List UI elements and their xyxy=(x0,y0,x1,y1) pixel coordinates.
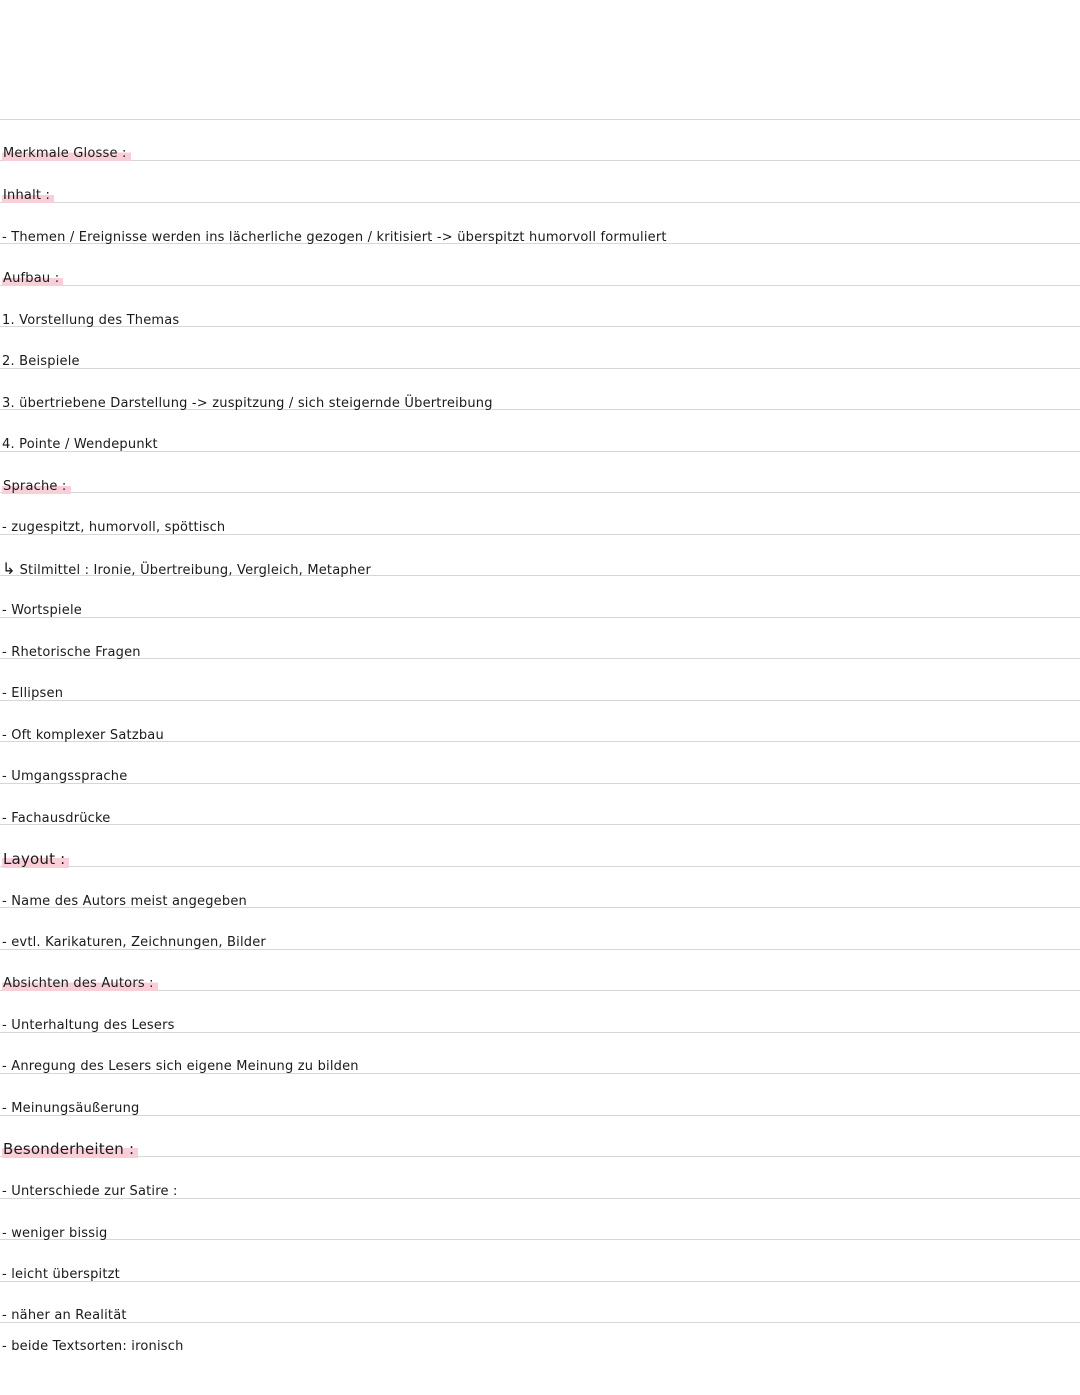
heading-sprache: Sprache : xyxy=(2,479,71,494)
note-line: - evtl. Karikaturen, Zeichnungen, Bilder xyxy=(2,935,266,950)
note-line: - Wortspiele xyxy=(2,603,82,618)
heading-line xyxy=(2,1140,138,1160)
note-line: - Name des Autors meist angegeben xyxy=(2,894,247,909)
note-line xyxy=(2,560,371,580)
note-line: - Themen / Ereignisse werden ins lächerliche gezogen / kritisiert -> überspitzt humorvoll formuliert xyxy=(2,230,667,245)
ruled-line xyxy=(0,285,1080,286)
ruled-line xyxy=(0,783,1080,784)
ruled-line xyxy=(0,617,1080,618)
heading-line xyxy=(2,850,69,870)
note-line: - Unterschiede zur Satire : xyxy=(2,1184,178,1199)
heading-merkmale: Merkmale Glosse : xyxy=(2,146,131,161)
ruled-line xyxy=(0,160,1080,161)
note-line: - Rhetorische Fragen xyxy=(2,645,141,660)
note-line: 3. übertriebene Darstellung -> zuspitzung / sich steigernde Übertreibung xyxy=(2,396,493,411)
note-line: - beide Textsorten: ironisch xyxy=(2,1339,184,1354)
heading-line xyxy=(2,187,54,205)
ruled-line xyxy=(0,1239,1080,1240)
ruled-line xyxy=(0,202,1080,203)
ruled-line xyxy=(0,119,1080,120)
ruled-line xyxy=(0,1322,1080,1323)
heading-line xyxy=(2,145,131,163)
note-line: - Anregung des Lesers sich eigene Meinung zu bilden xyxy=(2,1059,359,1074)
ruled-line xyxy=(0,990,1080,991)
note-line: - Umgangssprache xyxy=(2,769,128,784)
note-line: - näher an Realität xyxy=(2,1308,127,1323)
ruled-line xyxy=(0,658,1080,659)
ruled-line xyxy=(0,1281,1080,1282)
heading-line xyxy=(2,975,158,993)
ruled-line xyxy=(0,451,1080,452)
note-line: 1. Vorstellung des Themas xyxy=(2,313,180,328)
note-line: 4. Pointe / Wendepunkt xyxy=(2,437,158,452)
ruled-line xyxy=(0,824,1080,825)
note-line: - Ellipsen xyxy=(2,686,64,701)
note-line: - Fachausdrücke xyxy=(2,811,111,826)
ruled-line xyxy=(0,1115,1080,1116)
note-line: - Meinungsäußerung xyxy=(2,1101,140,1116)
heading-line xyxy=(2,478,71,496)
note-line: - Oft komplexer Satzbau xyxy=(2,728,164,743)
note-line: - leicht überspitzt xyxy=(2,1267,120,1282)
heading-aufbau: Aufbau : xyxy=(2,271,63,286)
ruled-line xyxy=(0,866,1080,867)
ruled-line xyxy=(0,700,1080,701)
heading-inhalt: Inhalt : xyxy=(2,188,54,203)
note-line: - zugespitzt, humorvoll, spöttisch xyxy=(2,520,226,535)
note-text: Stilmittel : Ironie, Übertreibung, Vergleich, Metapher xyxy=(19,563,372,578)
note-line: - Unterhaltung des Lesers xyxy=(2,1018,175,1033)
heading-layout: Layout : xyxy=(2,850,69,868)
note-line: - weniger bissig xyxy=(2,1226,108,1241)
ruled-line xyxy=(0,1156,1080,1157)
ruled-line xyxy=(0,368,1080,369)
heading-line xyxy=(2,270,63,288)
ruled-line xyxy=(0,492,1080,493)
note-line: 2. Beispiele xyxy=(2,354,80,369)
heading-besonderheiten: Besonderheiten : xyxy=(2,1140,138,1158)
sub-arrow-icon: ↳ xyxy=(2,559,16,578)
heading-absichten: Absichten des Autors : xyxy=(2,976,158,991)
